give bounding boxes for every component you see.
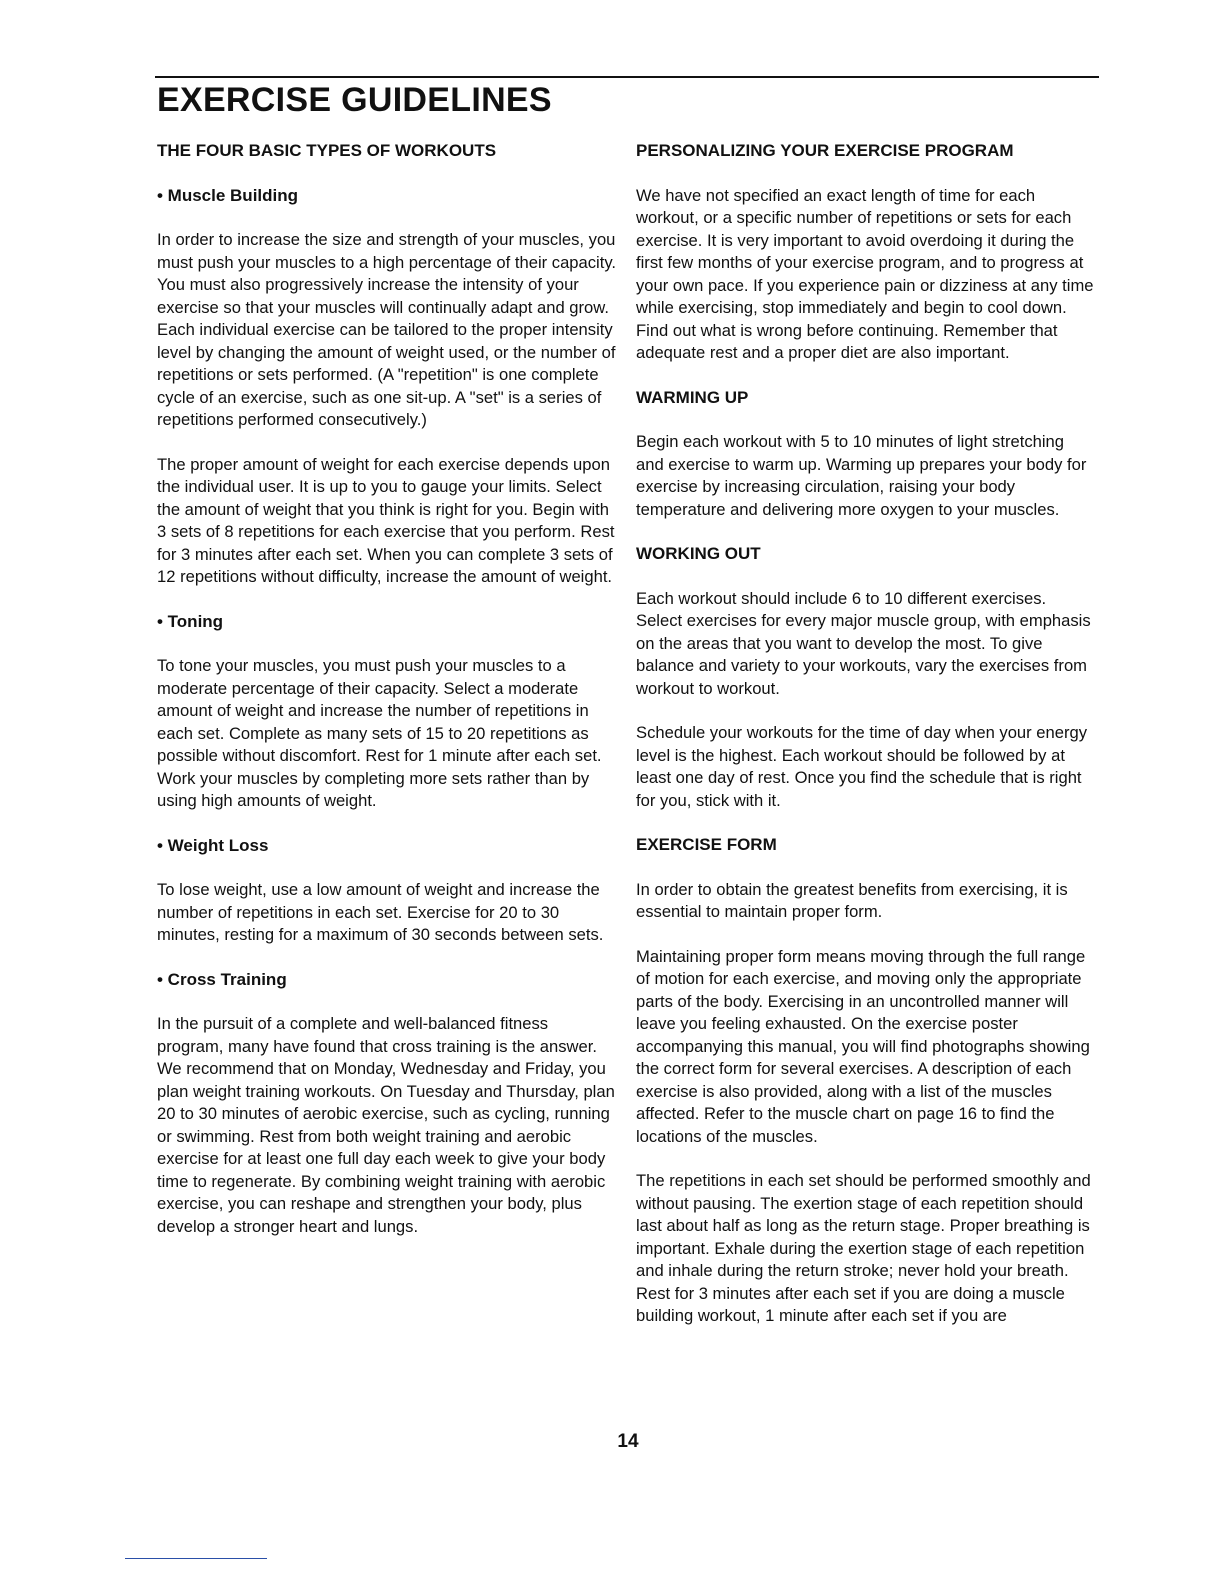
section-heading-working-out: WORKING OUT — [636, 544, 761, 563]
subheading-cross-training: • Cross Training — [157, 969, 287, 989]
paragraph-cross-training: In the pursuit of a complete and well-balanced fitness program, many have found that cross training is the answer. We recommend that on Monday, Wednesday and Friday, you plan weight training workouts. On Tuesday and Thursday, plan 20 to 30 minutes of aerobic exercise, such as cycling, running or swimming. Rest from both weight training and aerobic exercise for at least one full day each week to give your body time to regenerate. By combining weight training with aerobic exercise, you can reshape and strengthen your body, plus develop a stronger heart and lungs. — [157, 1014, 615, 1236]
right-column — [636, 140, 1096, 1350]
paragraph-exercise-form-2: Maintaining proper form means moving through the full range of motion for each exercise, and moving only the appropriate parts of the body. Exercising in an uncontrolled manner will leave you feeling exhausted. On the exercise poster accompanying this manual, you will find photographs showing the correct form for several exercises. A description of each exercise is also provided, along with a list of the muscles affected. Refer to the muscle chart on page 16 to find the locations of the muscles. — [636, 946, 1090, 1146]
subheading-weight-loss: • Weight Loss — [157, 835, 269, 855]
paragraph-muscle-building-2: The proper amount of weight for each exercise depends upon the individual user. It is up to you to gauge your limits. Select the amount of weight that you think is right for you. Begin with 3 sets of 8 repetitions for each exercise that you perform. Rest for 3 minutes after each set. When you can complete 3 sets of 12 repetitions without difficulty, increase the amount of weight. — [157, 454, 615, 586]
paragraph-working-out-1: Each workout should include 6 to 10 different exercises. Select exercises for every major muscle group, with emphasis on the areas that you want to develop the most. To give balance and variety to your workouts, vary the exercises from workout to workout. — [636, 588, 1091, 698]
page-title: EXERCISE GUIDELINES — [157, 81, 552, 119]
subheading-muscle-building: • Muscle Building — [157, 185, 299, 205]
left-column — [157, 140, 617, 1260]
paragraph-warming-up: Begin each workout with 5 to 10 minutes of light stretching and exercise to warm up. Warming up prepares your body for exercise by increasing circulation, raising your body temperature and delivering more oxygen to your muscles. — [636, 432, 1087, 519]
paragraph-working-out-2: Schedule your workouts for the time of day when your energy level is the highest. Each workout should be followed by at least one day of rest. Once you find the schedule that is right for you, stick with it. — [636, 723, 1088, 810]
paragraph-exercise-form-3: The repetitions in each set should be performed smoothly and without pausing. The exertion stage of each repetition should last about half as long as the return stage. Proper breathing is important. Exhale during the exertion stage of each repetition and inhale during the return stroke; never hold your breath. Rest for 3 minutes after each set if you are doing a muscle building workout, 1 minute after each set if you are — [636, 1171, 1091, 1325]
section-heading-exercise-form: EXERCISE FORM — [636, 835, 777, 854]
paragraph-muscle-building-1: In order to increase the size and strength of your muscles, you must push your muscles to a high percentage of their capacity. You must also progressively increase the intensity of your exercise so that your muscles will continually adapt and grow. Each individual exercise can be tailored to the proper intensity level by changing the amount of weight used, or the number of repetitions or sets performed. (A "repetition" is one complete cycle of an exercise, such as one sit-up. A "set" is a series of repetitions performed consecutively.) — [157, 230, 617, 429]
subheading-toning: • Toning — [157, 611, 224, 631]
section-heading-personalizing: PERSONALIZING YOUR EXERCISE PROGRAM — [636, 141, 1014, 160]
section-heading-workout-types: THE FOUR BASIC TYPES OF WORKOUTS — [157, 141, 497, 160]
header-rule — [155, 76, 1099, 78]
footer-line — [125, 1558, 267, 1559]
paragraph-exercise-form-1: In order to obtain the greatest benefits from exercising, it is essential to maintain proper form. — [636, 879, 1068, 921]
page-number: 14 — [617, 1431, 639, 1452]
paragraph-weight-loss: To lose weight, use a low amount of weight and increase the number of repetitions in each set. Exercise for 20 to 30 minutes, resting for a maximum of 30 seconds between sets. — [157, 880, 604, 944]
section-heading-warming-up: WARMING UP — [636, 387, 749, 407]
paragraph-personalizing: We have not specified an exact length of time for each workout, or a specific number of repetitions or sets for each exercise. It is very important to avoid overdoing it during the first few months of your exercise program, and to progress at your own pace. If you experience pain or dizziness at any time while exercising, stop immediately and begin to cool down. Find out what is wrong before continuing. Remember that adequate rest and a proper diet are also important. — [636, 185, 1094, 362]
paragraph-toning: To tone your muscles, you must push your muscles to a moderate percentage of their capacity. Select a moderate amount of weight and increase the number of repetitions in each set. Complete as many sets of 15 to 20 repetitions as possible without discomfort. Rest for 1 minute after each set. Work your muscles by completing more sets rather than by using high amounts of weight. — [157, 656, 602, 810]
